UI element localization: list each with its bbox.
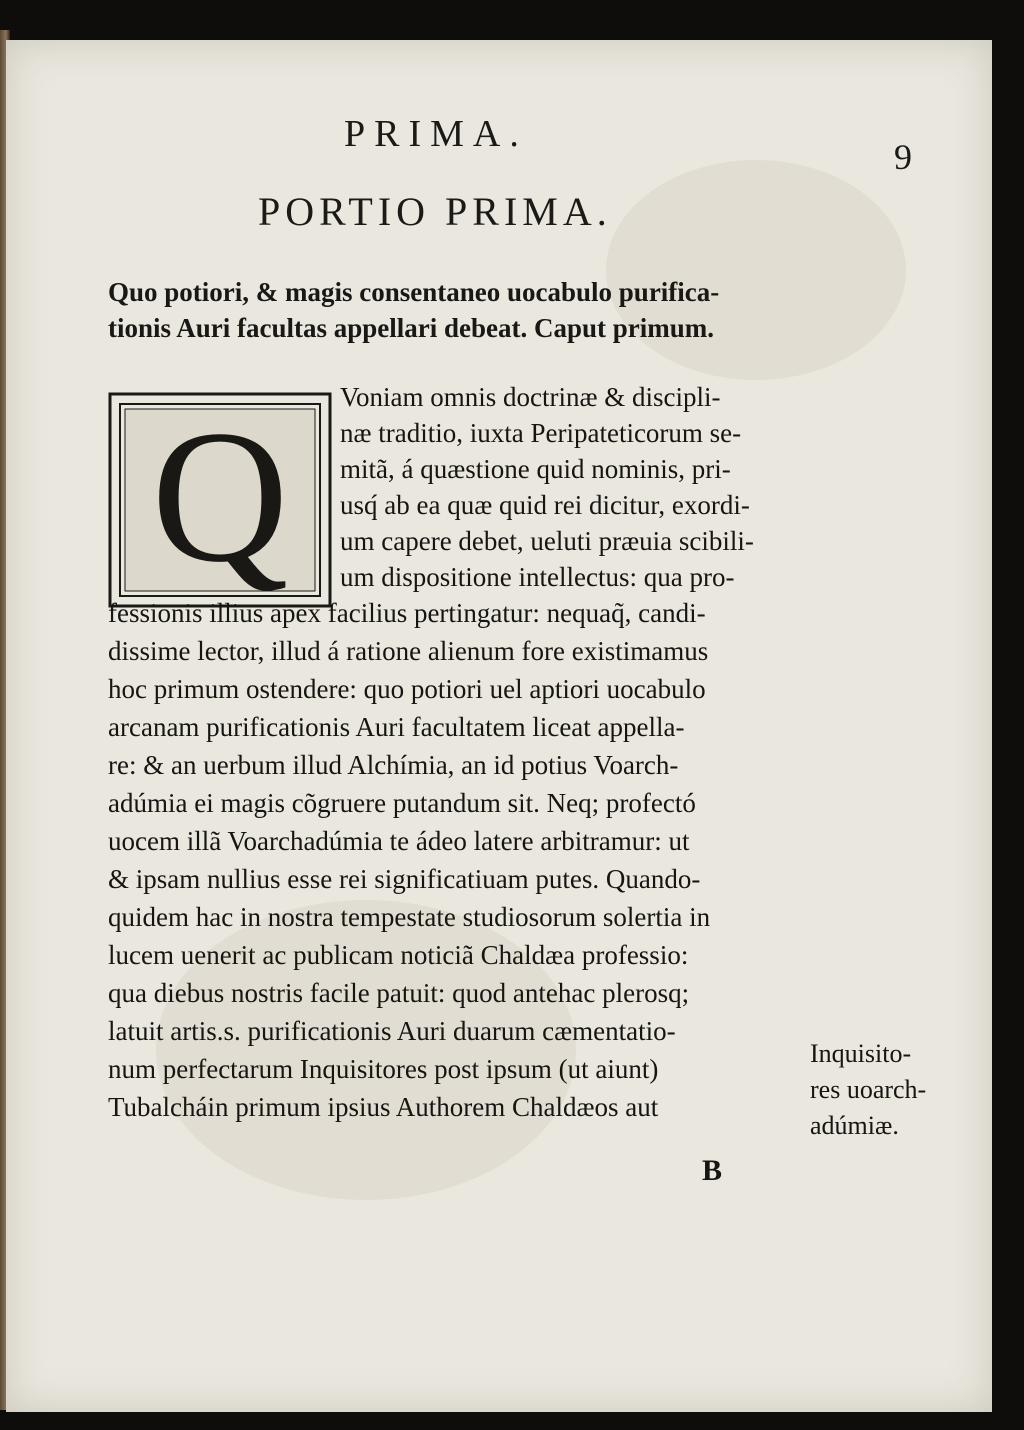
- section-title: PORTIO PRIMA.: [258, 189, 612, 234]
- body-text-line: lucem uenerit ac publicam noticiã Chaldæa professio:: [108, 940, 689, 970]
- body-text-line: um dispositione intellectus: qua pro-: [340, 562, 735, 592]
- page-number: 9: [894, 137, 912, 177]
- body-text-line: mitã, á quæstione quid nominis, pri-: [340, 454, 731, 484]
- marginal-note-line: adúmiæ.: [810, 1111, 899, 1140]
- body-text-line: Voniam omnis doctrinæ & discipli-: [340, 382, 721, 412]
- body-text-line: um capere debet, ueluti præuia scibili-: [340, 526, 754, 556]
- marginal-note-line: Inquisito-: [810, 1039, 912, 1068]
- signature-mark: B: [702, 1154, 723, 1187]
- body-text-line: qua diebus nostris facile patuit: quod antehac plerosq;: [108, 978, 690, 1008]
- body-text-line: adúmia ei magis cõgruere putandum sit. Neq; profectó: [108, 788, 696, 818]
- body-text-line: usq́ ab ea quæ quid rei dicitur, exordi-: [340, 490, 750, 520]
- body-text-line: arcanam purificationis Auri facultatem liceat appella-: [108, 712, 685, 742]
- decorated-initial: [108, 392, 332, 608]
- decorated-initial-letter: Q: [151, 392, 289, 602]
- body-text-line: dissime lector, illud á ratione alienum fore existimamus: [108, 636, 709, 666]
- marginal-note: [810, 1036, 980, 1144]
- marginal-note-line: res uoarch-: [810, 1075, 927, 1104]
- decorated-initial-frame: [108, 392, 332, 608]
- body-text-line: Tubalcháin primum ipsius Authorem Chaldæos aut: [108, 1092, 659, 1122]
- body-text-line: næ traditio, iuxta Peripateticorum se-: [340, 418, 742, 448]
- running-head: PRIMA.: [344, 113, 528, 155]
- chapter-heading: [108, 274, 824, 346]
- body-text-line: hoc primum ostendere: quo potiori uel aptiori uocabulo: [108, 674, 706, 704]
- paper-stain: [606, 160, 906, 380]
- chapter-heading-line: Quo potiori, & magis consentaneo uocabulo purifica-: [108, 277, 720, 307]
- body-text-line: uocem illã Voarchadúmia te ádeo latere arbitramur: ut: [108, 826, 690, 856]
- body-text-line: re: & an uerbum illud Alchímia, an id potius Voarch-: [108, 750, 679, 780]
- body-text-line: fessionis illius apex facilius pertingatur: nequaq̃, candi-: [108, 598, 706, 628]
- body-text-line: num perfectarum Inquisitores post ipsum (ut aiunt): [108, 1054, 659, 1084]
- body-text-line: & ipsam nullius esse rei significatiuam putes. Quando-: [108, 864, 701, 894]
- chapter-heading-line: tionis Auri facultas appellari debeat. Caput primum.: [108, 313, 715, 343]
- body-text-line: quidem hac in nostra tempestate studiosorum solertia in: [108, 902, 711, 932]
- body-text-line: latuit artis.s. purificationis Auri duarum cæmentatio-: [108, 1016, 676, 1046]
